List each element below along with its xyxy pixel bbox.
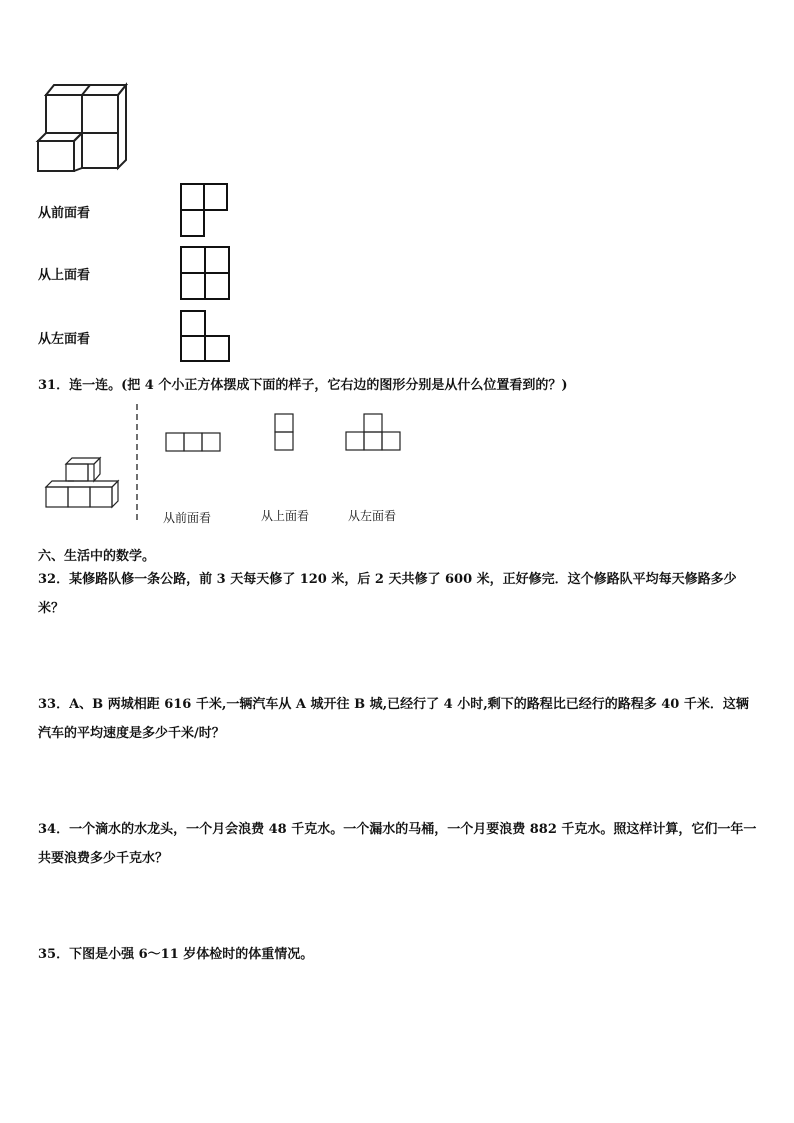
question-31-title: 31．连一连。(把 4 个小正方体摆成下面的样子，它右边的图形分别是从什么位置看到的？) — [38, 378, 568, 393]
section-6-heading: 六、生活中的数学。 — [38, 549, 156, 564]
question-32: 32．某修路队修一条公路，前 3 天每天修了 120 米，后 2 天共修了 600 米，正好修完．这个修路队平均每天修路多少米？ — [38, 572, 737, 616]
top-view-shape — [180, 246, 232, 302]
view-label-left: 从左面看 — [38, 332, 91, 347]
q31-cube-figure — [44, 452, 124, 512]
q31-caption-front: 从前面看 — [163, 511, 212, 525]
left-view-shape — [180, 310, 232, 364]
q31-caption-left: 从左面看 — [348, 509, 397, 523]
dashed-divider — [135, 404, 139, 524]
question-34: 34．一个滴水的水龙头，一个月会浪费 48 千克水。一个漏水的马桶，一个月要浪费 882 千克水。照这样计算，它们一年一共要浪费多少千克水？ — [38, 822, 757, 866]
cube-stack-figure — [38, 80, 130, 175]
front-view-shape — [180, 183, 230, 238]
q31-shape-t — [345, 413, 403, 453]
q31-shape-column-two — [274, 413, 296, 453]
view-label-front: 从前面看 — [38, 206, 91, 221]
view-label-top: 从上面看 — [38, 268, 91, 283]
question-35: 35．下图是小强 6～11 岁体检时的体重情况。 — [38, 947, 314, 962]
q31-shape-row-three — [165, 432, 223, 454]
q31-caption-top: 从上面看 — [261, 509, 310, 523]
question-33: 33．A、B 两城相距 616 千米,一辆汽车从 A 城开往 B 城,已经行了 4 小时,剩下的路程比已经行的路程多 40 千米．这辆汽车的平均速度是多少千米/时？ — [38, 697, 749, 741]
